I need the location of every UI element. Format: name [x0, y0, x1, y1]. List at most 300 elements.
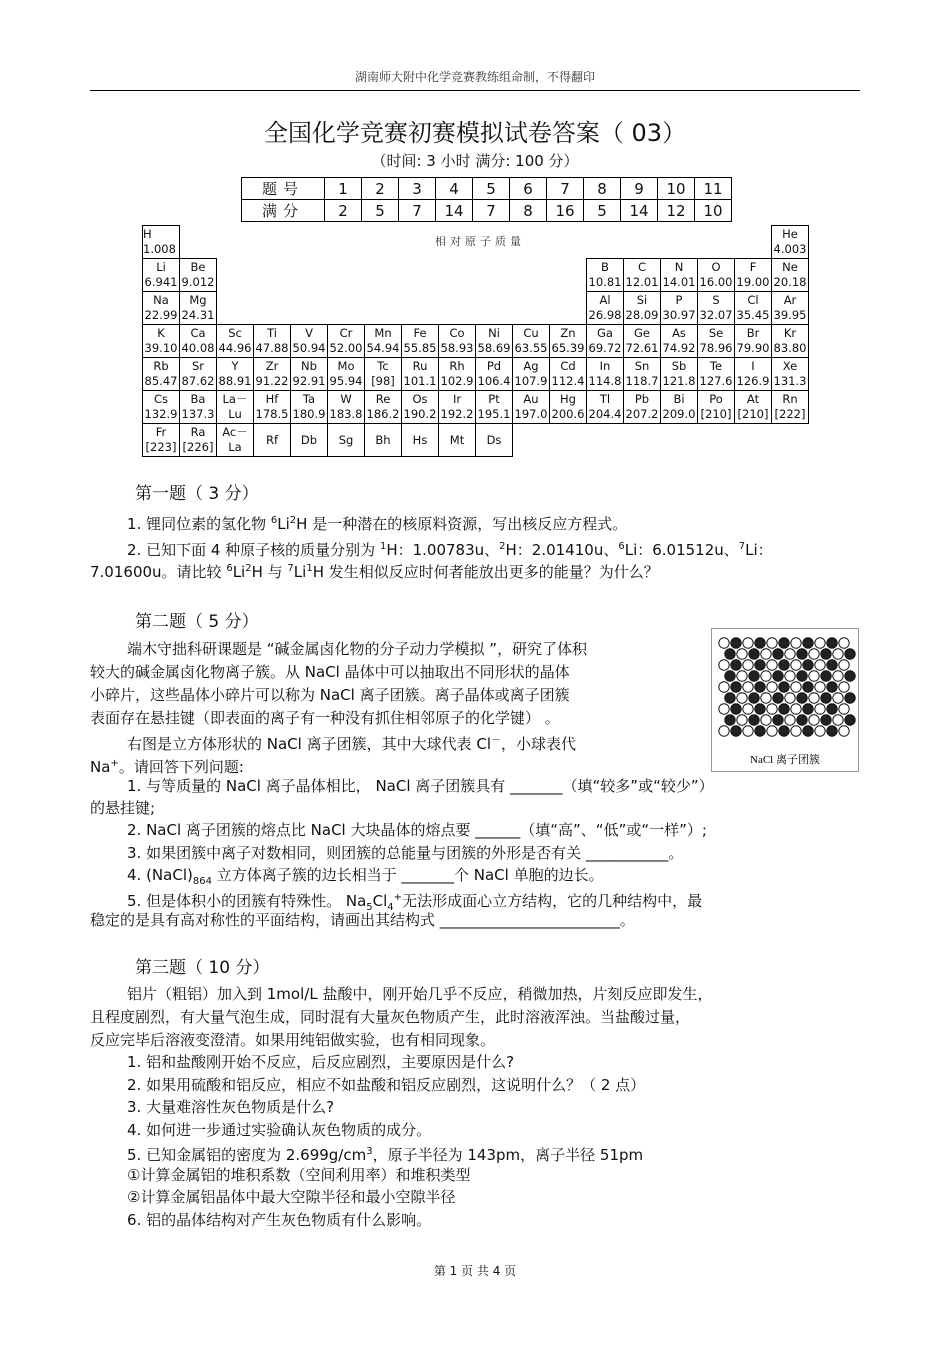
element-cell [217, 325, 254, 358]
element-mass: 87.62 [181, 374, 215, 388]
ion-sphere [773, 671, 783, 681]
element-cell [513, 325, 550, 358]
element-symbol: Ti [267, 326, 277, 340]
empty-cell [291, 226, 328, 259]
element-symbol: Pt [488, 392, 500, 406]
element-mass: 20.18 [773, 275, 807, 289]
element-symbol: Bh [375, 432, 391, 447]
element-symbol: Mn [374, 326, 392, 340]
element-cell [550, 325, 587, 358]
periodic-table [142, 225, 809, 457]
q3-sub1: 1. 铝和盐酸刚开始不反应，后反应剧烈，主要原因是什么? [127, 1053, 515, 1071]
subscript: 4 [387, 902, 394, 913]
q3-sub5 [127, 1142, 643, 1165]
element-mass: 72.61 [625, 341, 659, 355]
score-row-points [242, 200, 732, 222]
score-points: 14 [621, 200, 658, 222]
element-symbol: Ra [190, 425, 206, 439]
element-mass: 47.88 [255, 341, 289, 355]
element-cell [735, 358, 772, 391]
score-points: 14 [436, 200, 473, 222]
element-mass: 118.7 [625, 374, 659, 388]
ion-sphere [839, 726, 849, 736]
element-cell [661, 358, 698, 391]
empty-cell [328, 259, 365, 292]
empty-cell [291, 292, 328, 325]
superscript: 1 [379, 541, 387, 552]
element-mass: 102.9 [440, 374, 474, 388]
ion-sphere [743, 726, 753, 736]
superscript: － [491, 735, 502, 746]
element-cell [143, 325, 180, 358]
score-question-number: 9 [621, 178, 658, 200]
element-symbol: Mo [337, 359, 355, 373]
element-symbol: Cu [523, 326, 539, 340]
element-mass: 44.96 [218, 341, 252, 355]
superscript: 7 [738, 541, 746, 552]
q2-heading: 第二题（ 5 分） [135, 612, 259, 632]
element-symbol: Ba [190, 392, 206, 406]
empty-cell [735, 226, 772, 259]
element-mass: 186.2 [366, 407, 400, 421]
score-question-number: 3 [399, 178, 436, 200]
ion-sphere [767, 682, 777, 692]
ion-sphere [815, 726, 825, 736]
empty-cell [735, 424, 772, 457]
element-mass: 69.72 [588, 341, 622, 355]
ion-sphere [755, 682, 765, 692]
text: 1. 锂同位素的氢化物 [127, 515, 271, 533]
text: Na [90, 758, 111, 776]
empty-cell [624, 424, 661, 457]
ion-sphere [773, 715, 783, 725]
element-symbol: Al [599, 293, 611, 307]
element-mass: 58.69 [477, 341, 511, 355]
element-mass: 78.96 [699, 341, 733, 355]
superscript: 1 [306, 563, 313, 574]
element-mass: 24.31 [181, 308, 215, 322]
score-points: 2 [325, 200, 362, 222]
element-symbol: Hf [265, 392, 279, 406]
empty-cell [476, 292, 513, 325]
element-cell [624, 391, 661, 424]
element-symbol: Os [412, 392, 428, 406]
element-mass: 180.9 [292, 407, 326, 421]
ion-sphere [731, 704, 741, 714]
element-mass: Lu [228, 407, 242, 421]
element-cell [365, 391, 402, 424]
element-mass: 52.00 [329, 341, 363, 355]
periodic-table-title: 相对原子质量 [435, 235, 525, 248]
ion-sphere [719, 638, 729, 648]
figure-caption: NaCl 离子团簇 [750, 754, 820, 766]
ion-sphere [797, 715, 807, 725]
ion-sphere [833, 671, 843, 681]
element-symbol: N [674, 260, 684, 274]
element-mass: 39.10 [144, 341, 178, 355]
ion-sphere [761, 715, 771, 725]
element-cell [328, 391, 365, 424]
element-cell [143, 358, 180, 391]
ion-sphere [785, 693, 795, 703]
element-mass: 63.55 [514, 341, 548, 355]
element-cell [624, 259, 661, 292]
score-row-label: 题号 [242, 178, 325, 200]
element-mass: 28.09 [625, 308, 659, 322]
element-symbol: P [675, 293, 683, 307]
ion-sphere [827, 660, 837, 670]
element-mass: 16.00 [699, 275, 733, 289]
element-mass: 40.08 [181, 341, 215, 355]
element-cell [735, 292, 772, 325]
ion-sphere [839, 704, 849, 714]
text: 7.01600u。请比较 [90, 563, 227, 581]
element-mass: 197.0 [514, 407, 548, 421]
empty-cell [513, 259, 550, 292]
score-points: 16 [547, 200, 584, 222]
ion-sphere [845, 649, 855, 659]
q3-sub3: 3. 大量难溶性灰色物质是什么? [127, 1098, 335, 1116]
element-cell [180, 325, 217, 358]
superscript: 6 [618, 541, 625, 552]
element-cell [772, 325, 809, 358]
ion-sphere [785, 715, 795, 725]
element-cell [772, 259, 809, 292]
q1-line1 [127, 511, 627, 534]
element-mass: 192.2 [440, 407, 474, 421]
text: 5. 已知金属铝的密度为 2.699g/cm [127, 1146, 367, 1164]
element-symbol: F [749, 260, 757, 274]
ion-sphere [779, 638, 789, 648]
element-cell [587, 325, 624, 358]
ion-sphere [845, 671, 855, 681]
ion-sphere [797, 649, 807, 659]
periodic-row [143, 358, 809, 391]
element-cell [402, 358, 439, 391]
element-mass: 101.1 [403, 374, 437, 388]
element-symbol: Fe [413, 326, 427, 340]
element-mass: 131.3 [773, 374, 807, 388]
score-question-number: 2 [362, 178, 399, 200]
element-cell [698, 325, 735, 358]
element-symbol: Sb [671, 359, 687, 373]
ion-sphere [725, 693, 735, 703]
element-symbol: La－ [222, 392, 248, 406]
ion-sphere [833, 715, 843, 725]
element-mass: [223] [145, 440, 177, 454]
element-cell [143, 424, 180, 457]
ion-sphere [827, 704, 837, 714]
element-cell [661, 292, 698, 325]
ion-sphere [767, 726, 777, 736]
element-symbol: S [712, 293, 720, 307]
element-symbol: Br [746, 326, 760, 340]
element-cell [661, 325, 698, 358]
element-symbol: Rb [153, 359, 169, 373]
score-question-number: 8 [584, 178, 621, 200]
empty-cell [254, 259, 291, 292]
element-cell [772, 226, 809, 259]
score-question-number: 5 [473, 178, 510, 200]
empty-cell [180, 226, 217, 259]
element-symbol: Cl [747, 293, 759, 307]
ion-sphere [791, 638, 801, 648]
element-symbol: K [157, 326, 165, 340]
text: 右图是立方体形状的 NaCl 离子团簇，其中大球代表 Cl [127, 735, 492, 753]
element-cell [476, 424, 513, 457]
empty-cell [217, 292, 254, 325]
ion-sphere [731, 726, 741, 736]
score-row-label: 满分 [242, 200, 325, 222]
score-points: 7 [399, 200, 436, 222]
element-mass: 92.91 [292, 374, 326, 388]
element-cell [328, 424, 365, 457]
element-symbol: As [672, 326, 686, 340]
ion-sphere [755, 726, 765, 736]
q3-heading: 第三题（ 10 分） [135, 958, 270, 978]
element-symbol: Ge [634, 326, 650, 340]
element-cell [587, 259, 624, 292]
ion-sphere [767, 704, 777, 714]
element-symbol: Tl [599, 392, 611, 406]
element-mass: 107.9 [514, 374, 548, 388]
element-mass: 9.012 [181, 275, 215, 289]
q3-sub6: 6. 铝的晶体结构对产生灰色物质有什么影响。 [127, 1211, 432, 1229]
element-cell [180, 424, 217, 457]
element-cell [698, 259, 735, 292]
element-cell [402, 325, 439, 358]
q2-para-line [127, 731, 576, 754]
element-cell [143, 391, 180, 424]
element-symbol: W [340, 392, 352, 406]
element-mass: 12.01 [625, 275, 659, 289]
element-cell [587, 358, 624, 391]
ion-sphere [791, 660, 801, 670]
element-cell [439, 358, 476, 391]
element-mass: 65.39 [551, 341, 585, 355]
ion-sphere [803, 638, 813, 648]
element-symbol: Cd [560, 359, 576, 373]
ion-sphere [749, 693, 759, 703]
ion-sphere [779, 726, 789, 736]
element-symbol: Kr [783, 326, 797, 340]
element-mass: 121.8 [662, 374, 696, 388]
element-cell [624, 358, 661, 391]
element-mass: 85.47 [144, 374, 178, 388]
ion-sphere [803, 660, 813, 670]
empty-cell [698, 226, 735, 259]
empty-cell [402, 292, 439, 325]
text: H：2.01410u、 [505, 541, 619, 559]
ion-sphere [737, 671, 747, 681]
element-cell [735, 259, 772, 292]
element-mass: 207.2 [625, 407, 659, 421]
element-cell [143, 226, 180, 259]
element-symbol: Au [523, 392, 539, 406]
ion-sphere [731, 638, 741, 648]
element-mass: 200.6 [551, 407, 585, 421]
element-symbol: Ne [782, 260, 798, 274]
subscript: 864 [192, 876, 212, 887]
empty-cell [513, 292, 550, 325]
text: Li [232, 563, 246, 581]
element-mass: 183.8 [329, 407, 363, 421]
element-cell [143, 292, 180, 325]
element-mass: 50.94 [292, 341, 326, 355]
ion-sphere [761, 649, 771, 659]
element-mass: 127.6 [699, 374, 733, 388]
element-mass: 22.99 [144, 308, 178, 322]
element-cell [698, 292, 735, 325]
empty-cell [661, 424, 698, 457]
q2-sub1: 1. 与等质量的 NaCl 离子晶体相比， NaCl 离子团簇具有 _______（填“较多”或“较少”） [127, 777, 714, 795]
element-symbol: Cs [153, 392, 169, 406]
ion-sphere [749, 649, 759, 659]
element-mass: 95.94 [329, 374, 363, 388]
element-cell [217, 358, 254, 391]
element-cell [254, 424, 291, 457]
ion-sphere [755, 660, 765, 670]
text: Li [277, 515, 290, 533]
text: ，原子半径为 143pm，离子半径 51pm [372, 1146, 644, 1164]
text: Cl [372, 892, 388, 910]
q3-sub4: 4. 如何进一步通过实验确认灰色物质的成分。 [127, 1121, 432, 1139]
element-cell [772, 391, 809, 424]
element-cell [624, 292, 661, 325]
element-cell [291, 391, 328, 424]
ion-sphere [821, 693, 831, 703]
ion-sphere [839, 638, 849, 648]
element-cell [624, 325, 661, 358]
ion-sphere [773, 649, 783, 659]
element-symbol: Ds [486, 432, 502, 447]
ion-sphere [833, 693, 843, 703]
header-rule [90, 90, 860, 91]
element-cell [439, 325, 476, 358]
superscript: 2 [499, 541, 506, 552]
element-symbol: B [601, 260, 609, 274]
element-symbol: Cr [339, 326, 353, 340]
q2-para-line: 小碎片，这些晶体小碎片可以称为 NaCl 离子团簇。离子晶体或离子团簇 [90, 686, 570, 704]
element-symbol: Sc [228, 326, 242, 340]
element-mass: [98] [371, 374, 395, 388]
ion-sphere [803, 726, 813, 736]
empty-cell [439, 292, 476, 325]
element-symbol: Te [709, 359, 723, 373]
element-cell [735, 391, 772, 424]
q3-sub2: 2. 如果用硫酸和铝反应，相应不如盐酸和铝反应剧烈，这说明什么？（ 2 点） [127, 1076, 646, 1094]
ion-sphere [743, 660, 753, 670]
element-mass: 6.941 [144, 275, 178, 289]
element-cell [217, 391, 254, 424]
empty-cell [365, 292, 402, 325]
element-symbol: Pb [634, 392, 650, 406]
element-cell [180, 259, 217, 292]
q3-sub5-i: ①计算金属铝的堆积系数（空间利用率）和堆积类型 [127, 1166, 471, 1184]
empty-cell [217, 226, 254, 259]
ion-sphere [803, 704, 813, 714]
ion-sphere [821, 715, 831, 725]
ion-sphere [797, 693, 807, 703]
element-cell [587, 391, 624, 424]
ion-sphere [845, 693, 855, 703]
element-symbol: Ac－ [222, 425, 248, 439]
element-mass: 195.1 [477, 407, 511, 421]
element-symbol: Ni [488, 326, 500, 340]
element-cell [476, 358, 513, 391]
subscript: 5 [366, 902, 373, 913]
empty-cell [550, 424, 587, 457]
empty-cell [772, 424, 809, 457]
element-cell [735, 325, 772, 358]
score-question-number: 1 [325, 178, 362, 200]
element-cell [772, 292, 809, 325]
element-symbol: Sr [191, 359, 205, 373]
element-symbol: Rh [449, 359, 465, 373]
element-mass: 132.9 [144, 407, 178, 421]
ion-sphere [773, 693, 783, 703]
element-mass: 55.85 [403, 341, 437, 355]
ion-sphere [791, 704, 801, 714]
ion-sphere [827, 726, 837, 736]
ion-sphere [779, 682, 789, 692]
q2-sub5-cont: 稳定的是具有高对称性的平面结构，请画出其结构式 ________________________。 [90, 911, 635, 929]
element-symbol: Mg [189, 293, 207, 307]
text: 2. 已知下面 4 种原子核的质量分别为 [127, 541, 380, 559]
score-row-numbers [242, 178, 732, 200]
element-symbol: Db [300, 432, 318, 447]
ion-sphere [749, 715, 759, 725]
element-cell [587, 292, 624, 325]
score-points: 8 [510, 200, 547, 222]
element-mass: 1.008 [143, 242, 176, 256]
empty-cell [661, 226, 698, 259]
element-symbol: Zr [265, 359, 279, 373]
element-symbol: Mt [449, 432, 465, 447]
q3-para-line: 铝片（粗铝）加入到 1mol/L 盐酸中，刚开始几乎不反应，稍微加热，片刻反应即发生， [127, 985, 713, 1003]
ion-sphere [821, 649, 831, 659]
page-title: 全国化学竞赛初赛模拟试卷答案（ 03） [263, 119, 687, 147]
empty-cell [217, 259, 254, 292]
ion-sphere [761, 671, 771, 681]
element-cell [476, 391, 513, 424]
text: 立方体离子簇的边长相当于 _______个 NaCl 单胞的边长。 [211, 866, 604, 884]
ion-sphere [785, 671, 795, 681]
element-mass: 178.5 [255, 407, 289, 421]
element-symbol: Be [190, 260, 206, 274]
element-symbol: Li [156, 260, 166, 274]
element-cell [402, 391, 439, 424]
ion-sphere [719, 660, 729, 670]
empty-cell [402, 259, 439, 292]
element-symbol: In [599, 359, 611, 373]
element-mass: La [228, 440, 242, 454]
element-cell [513, 358, 550, 391]
element-cell [328, 358, 365, 391]
element-cell [254, 325, 291, 358]
ion-sphere [833, 649, 843, 659]
element-cell [698, 391, 735, 424]
element-cell [661, 391, 698, 424]
text: H 发生相似反应时何者能放出更多的能量？为什么？ [312, 563, 659, 581]
ion-sphere [749, 671, 759, 681]
element-mass: 54.94 [366, 341, 400, 355]
q2-para-line [90, 754, 244, 777]
element-cell [291, 358, 328, 391]
page-header: 湖南师大附中化学竞赛教练组命制，不得翻印 [354, 70, 595, 84]
element-symbol: Co [449, 326, 465, 340]
element-symbol: Ir [452, 392, 462, 406]
